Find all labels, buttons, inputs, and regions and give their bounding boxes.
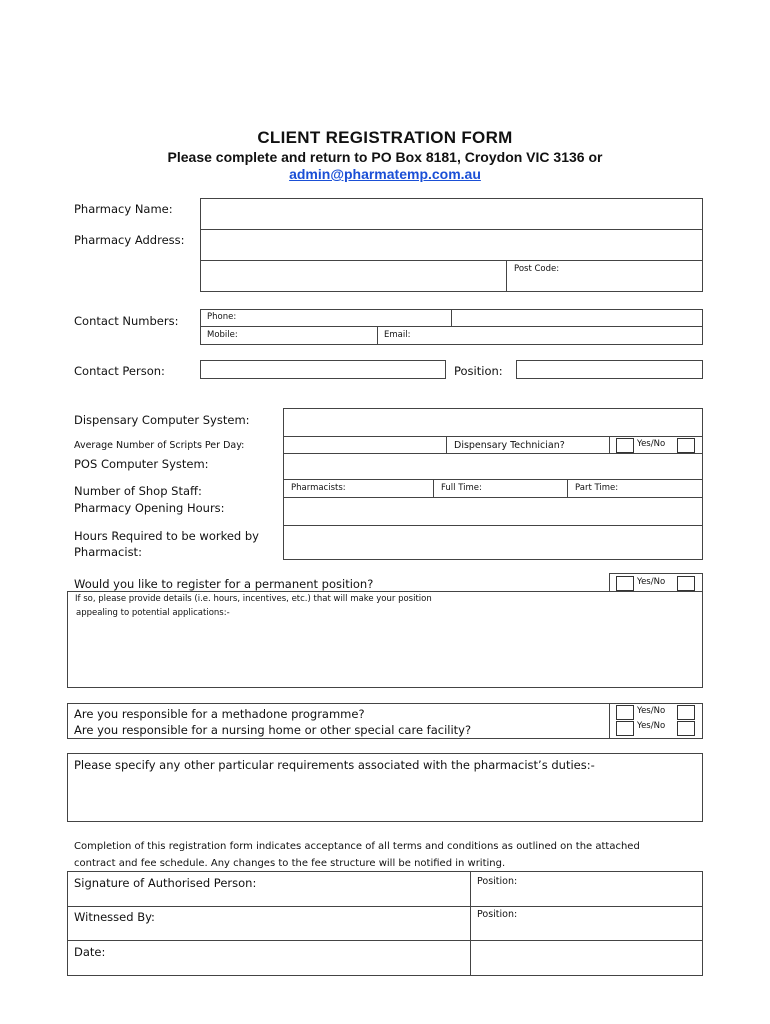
signature-position-label: Position: bbox=[477, 876, 518, 887]
opening-hours-label: Pharmacy Opening Hours: bbox=[74, 501, 225, 515]
methadone-question: Are you responsible for a methadone programme? bbox=[74, 707, 365, 721]
hours-required-label-line1: Hours Required to be worked by bbox=[74, 529, 259, 543]
contact-position-label: Position: bbox=[454, 364, 503, 378]
methadone-yesno-label: Yes/No bbox=[637, 706, 666, 716]
pharmacy-name-label: Pharmacy Name: bbox=[74, 202, 173, 216]
responsibilities-box bbox=[67, 703, 703, 739]
technician-no-checkbox[interactable] bbox=[677, 438, 695, 453]
contact-position-field[interactable] bbox=[516, 360, 703, 379]
date-label: Date: bbox=[74, 945, 106, 959]
form-title: CLIENT REGISTRATION FORM bbox=[257, 128, 513, 147]
email-link[interactable]: admin@pharmatemp.com.au bbox=[289, 166, 481, 182]
nursing-home-question: Are you responsible for a nursing home or other special care facility? bbox=[74, 723, 472, 737]
methadone-no-checkbox[interactable] bbox=[677, 705, 695, 720]
permanent-yesno-label: Yes/No bbox=[637, 577, 666, 587]
methadone-yes-checkbox[interactable] bbox=[616, 705, 634, 720]
pos-system-label: POS Computer System: bbox=[74, 457, 209, 471]
pos-system-field[interactable] bbox=[283, 453, 703, 480]
technician-yes-checkbox[interactable] bbox=[616, 438, 634, 453]
yesno-divider bbox=[609, 704, 610, 738]
permanent-details-line2: appealing to potential applications:- bbox=[76, 608, 230, 618]
pharmacists-label: Pharmacists: bbox=[291, 483, 346, 493]
witnessed-by-label: Witnessed By: bbox=[74, 910, 155, 924]
mobile-label: Mobile: bbox=[207, 330, 238, 340]
pharmacists-field[interactable] bbox=[283, 479, 434, 498]
permanent-yesno-cell bbox=[609, 573, 703, 592]
shop-staff-label: Number of Shop Staff: bbox=[74, 484, 202, 498]
completion-text-line2: contract and fee schedule. Any changes to the fee structure will be notified in writing. bbox=[74, 858, 506, 869]
permanent-no-checkbox[interactable] bbox=[677, 576, 695, 591]
part-time-field[interactable] bbox=[567, 479, 703, 498]
completion-text-line1: Completion of this registration form indicates acceptance of all terms and conditions as outlined on the attached bbox=[74, 841, 640, 852]
scripts-per-day-label: Average Number of Scripts Per Day: bbox=[74, 440, 245, 451]
technician-yesno-label: Yes/No bbox=[637, 439, 666, 449]
phone-extra-field[interactable] bbox=[451, 309, 703, 327]
postcode-field[interactable] bbox=[506, 260, 703, 292]
nursing-home-yes-checkbox[interactable] bbox=[616, 721, 634, 736]
contact-numbers-label: Contact Numbers: bbox=[74, 314, 179, 328]
permanent-details-field[interactable] bbox=[67, 591, 703, 688]
nursing-home-no-checkbox[interactable] bbox=[677, 721, 695, 736]
permanent-position-question: Would you like to register for a permanent position? bbox=[74, 577, 374, 591]
mobile-field[interactable] bbox=[200, 326, 378, 345]
phone-field[interactable] bbox=[200, 309, 452, 327]
signature-table-divider bbox=[470, 872, 471, 975]
pharmacy-address-label: Pharmacy Address: bbox=[74, 233, 185, 247]
pharmacy-address-line2-field[interactable] bbox=[200, 260, 507, 292]
requirements-field[interactable] bbox=[67, 753, 703, 822]
signature-table bbox=[67, 871, 703, 976]
witness-position-label: Position: bbox=[477, 909, 518, 920]
nursing-home-yesno-label: Yes/No bbox=[637, 721, 666, 731]
contact-person-label: Contact Person: bbox=[74, 364, 165, 378]
permanent-yes-checkbox[interactable] bbox=[616, 576, 634, 591]
pharmacy-name-field[interactable] bbox=[200, 198, 703, 230]
dispensary-system-field[interactable] bbox=[283, 408, 703, 437]
phone-label: Phone: bbox=[207, 312, 237, 322]
dispensary-system-label: Dispensary Computer System: bbox=[74, 413, 250, 427]
hours-required-field[interactable] bbox=[283, 525, 703, 560]
part-time-label: Part Time: bbox=[575, 483, 619, 493]
signature-label: Signature of Authorised Person: bbox=[74, 876, 257, 890]
contact-person-field[interactable] bbox=[200, 360, 446, 379]
scripts-per-day-field[interactable] bbox=[283, 436, 447, 454]
email-label: Email: bbox=[384, 330, 411, 340]
hours-required-label-line2: Pharmacist: bbox=[74, 545, 142, 559]
signature-row-divider-1 bbox=[68, 906, 702, 907]
technician-yesno-cell bbox=[609, 436, 703, 454]
signature-row-divider-2 bbox=[68, 940, 702, 941]
technician-cell bbox=[446, 436, 610, 454]
full-time-field[interactable] bbox=[433, 479, 568, 498]
opening-hours-field[interactable] bbox=[283, 497, 703, 526]
email-field[interactable] bbox=[377, 326, 703, 345]
pharmacy-address-field[interactable] bbox=[200, 229, 703, 261]
technician-label: Dispensary Technician? bbox=[454, 440, 565, 451]
form-subtitle: Please complete and return to PO Box 8181, Croydon VIC 3136 or bbox=[167, 149, 603, 165]
permanent-details-line1: If so, please provide details (i.e. hours, incentives, etc.) that will make your position bbox=[75, 594, 432, 604]
requirements-label: Please specify any other particular requirements associated with the pharmacist’s duties:- bbox=[74, 758, 595, 772]
postcode-label: Post Code: bbox=[514, 264, 560, 274]
full-time-label: Full Time: bbox=[441, 483, 482, 493]
